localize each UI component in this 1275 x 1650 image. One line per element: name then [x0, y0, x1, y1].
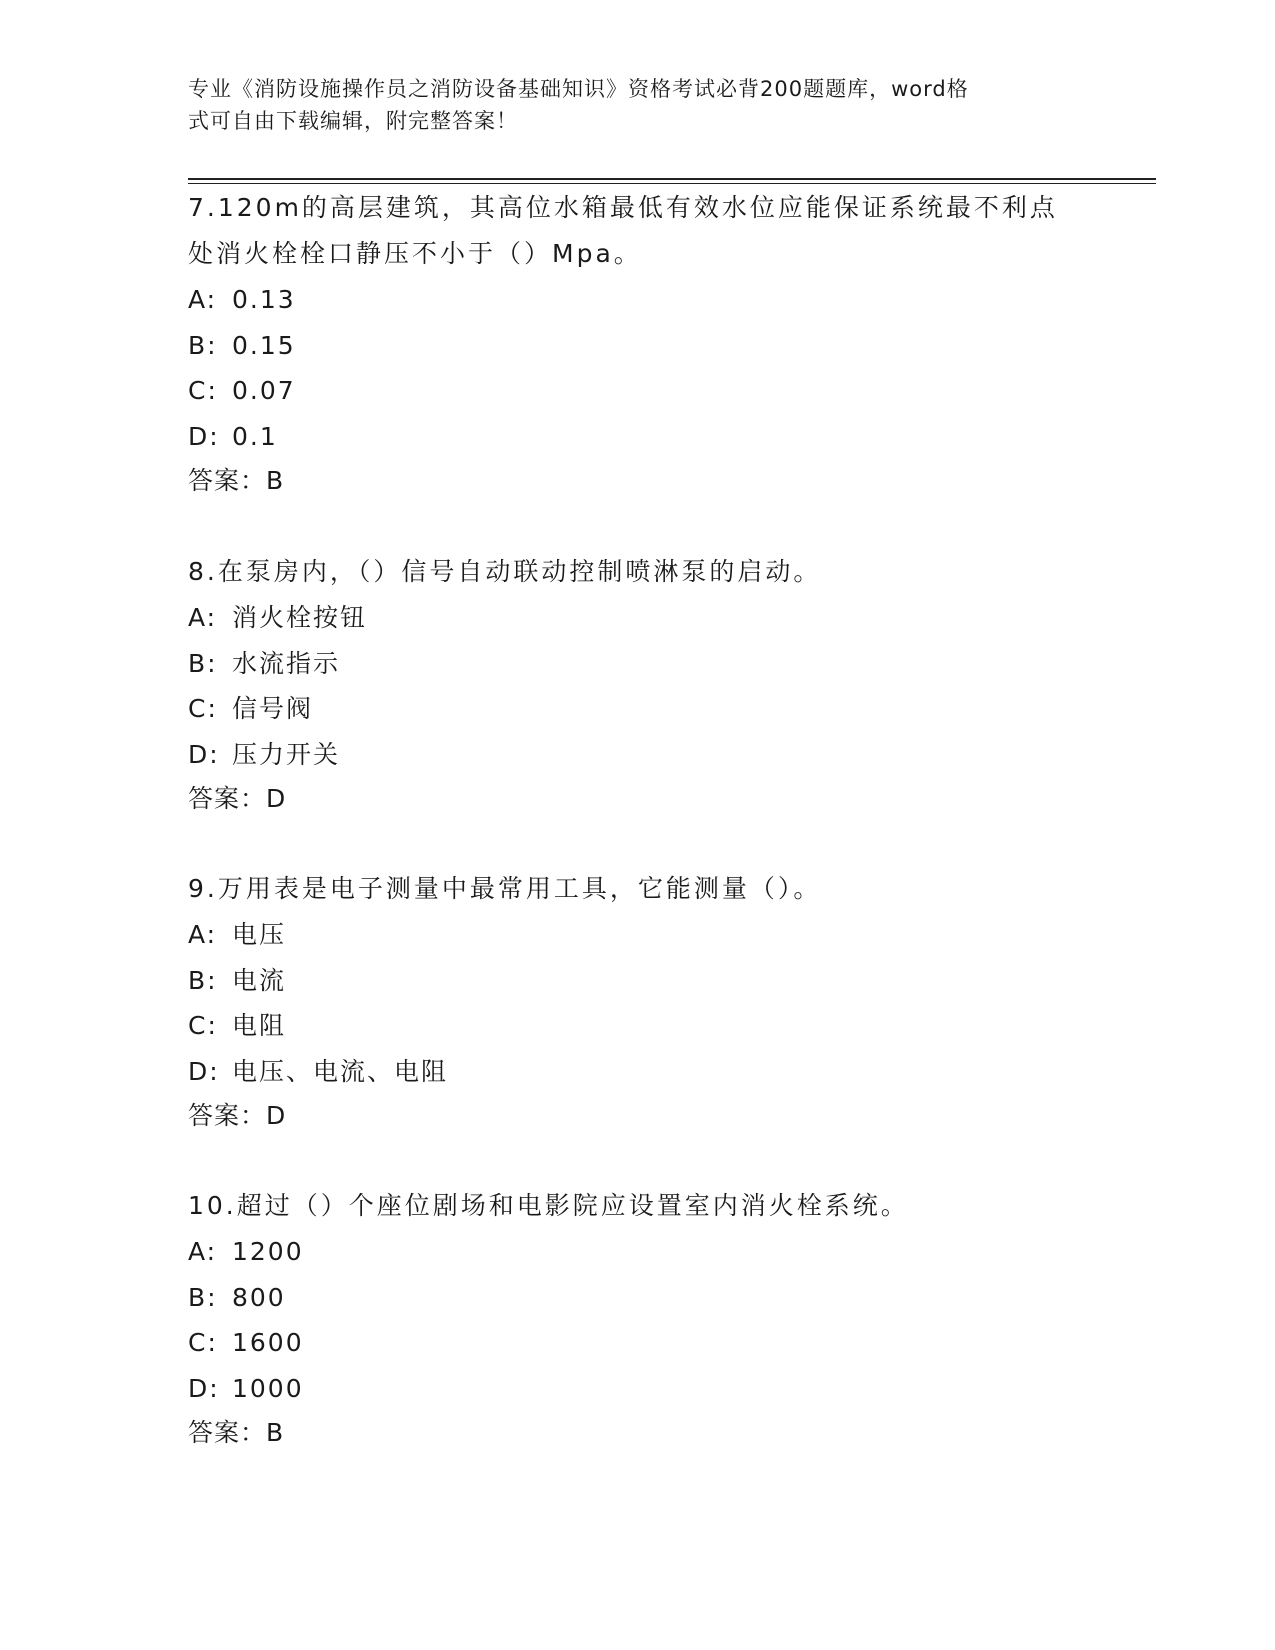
option-letter: D: [188, 1056, 220, 1086]
option-letter: B: [188, 648, 218, 678]
option-text: 0.07 [232, 376, 296, 405]
option-letter: D: [188, 739, 220, 769]
question-stem-line: 7.120m的高层建筑，其高位水箱最低有效水位应能保证系统最不利点 [188, 193, 1058, 222]
option-text: 800 [232, 1282, 286, 1312]
answer-value: D [266, 1101, 287, 1130]
option-text: 0.15 [232, 330, 296, 360]
option-text: 信号阀 [232, 694, 314, 723]
header-line-1: 专业《消防设施操作员之消防设备基础知识》资格考试必背200题题库，word格 [188, 77, 969, 101]
document-header [188, 73, 1068, 137]
answer-value: D [266, 784, 287, 813]
header-divider-thick [188, 178, 1156, 180]
option-c [188, 1003, 1088, 1049]
option-b [188, 1275, 1088, 1321]
question-stem [188, 1183, 1088, 1229]
option-b [188, 323, 1088, 369]
option-text: 1000 [232, 1373, 304, 1403]
option-text: 1600 [232, 1328, 304, 1357]
option-d [188, 1049, 1088, 1095]
option-a [188, 277, 1088, 323]
answer-label: 答案： [188, 1101, 267, 1130]
answer-value: B [266, 466, 285, 495]
option-letter: C: [188, 376, 218, 405]
question-stem-line: 9.万用表是电子测量中最常用工具，它能测量（）。 [188, 874, 822, 903]
option-text: 0.1 [232, 421, 278, 451]
option-text: 水流指示 [232, 648, 341, 678]
question-10 [188, 1183, 1088, 1455]
option-letter: C: [188, 694, 218, 723]
option-a [188, 1229, 1088, 1275]
question-stem-line: 8.在泵房内，（）信号自动联动控制喷淋泵的启动。 [188, 557, 822, 586]
question-stem [188, 866, 1088, 912]
option-a [188, 595, 1088, 641]
option-text: 电流 [232, 965, 287, 995]
answer-label: 答案： [188, 1418, 267, 1447]
question-stem-line: 10.超过（）个座位剧场和电影院应设置室内消火栓系统。 [188, 1191, 909, 1220]
option-b [188, 641, 1088, 687]
question-stem [188, 549, 1088, 595]
option-c [188, 1320, 1088, 1366]
option-text: 1200 [232, 1237, 304, 1266]
option-a [188, 912, 1088, 958]
option-b [188, 958, 1088, 1004]
answer-line [188, 1411, 1088, 1455]
option-text: 消火栓按钮 [232, 603, 368, 632]
header-divider-thin [188, 183, 1156, 184]
option-c [188, 686, 1088, 732]
question-7 [188, 185, 1088, 503]
option-text: 压力开关 [232, 739, 341, 769]
header-line-2: 式可自由下载编辑，附完整答案！ [188, 109, 518, 133]
answer-label: 答案： [188, 466, 267, 495]
option-letter: B: [188, 965, 218, 995]
option-letter: C: [188, 1011, 218, 1040]
option-letter: D: [188, 421, 220, 451]
question-stem [188, 185, 1088, 277]
option-letter: B: [188, 330, 218, 360]
option-letter: C: [188, 1328, 218, 1357]
question-stem-line: 处消火栓栓口静压不小于（）Mpa。 [188, 239, 642, 268]
option-text: 电压 [232, 920, 287, 949]
question-9 [188, 866, 1088, 1138]
answer-line [188, 777, 1088, 821]
option-letter: A: [188, 920, 218, 949]
answer-line [188, 459, 1088, 503]
option-d [188, 414, 1088, 460]
answer-line [188, 1094, 1088, 1138]
option-text: 电阻 [232, 1011, 287, 1040]
option-c [188, 368, 1088, 414]
answer-value: B [266, 1418, 285, 1447]
question-8 [188, 549, 1088, 821]
option-letter: A: [188, 1237, 218, 1266]
option-letter: A: [188, 285, 218, 314]
option-d [188, 1366, 1088, 1412]
option-letter: B: [188, 1282, 218, 1312]
option-d [188, 732, 1088, 778]
option-letter: A: [188, 603, 218, 632]
option-text: 电压、电流、电阻 [232, 1056, 449, 1086]
option-letter: D: [188, 1373, 220, 1403]
option-text: 0.13 [232, 285, 296, 314]
answer-label: 答案： [188, 784, 267, 813]
